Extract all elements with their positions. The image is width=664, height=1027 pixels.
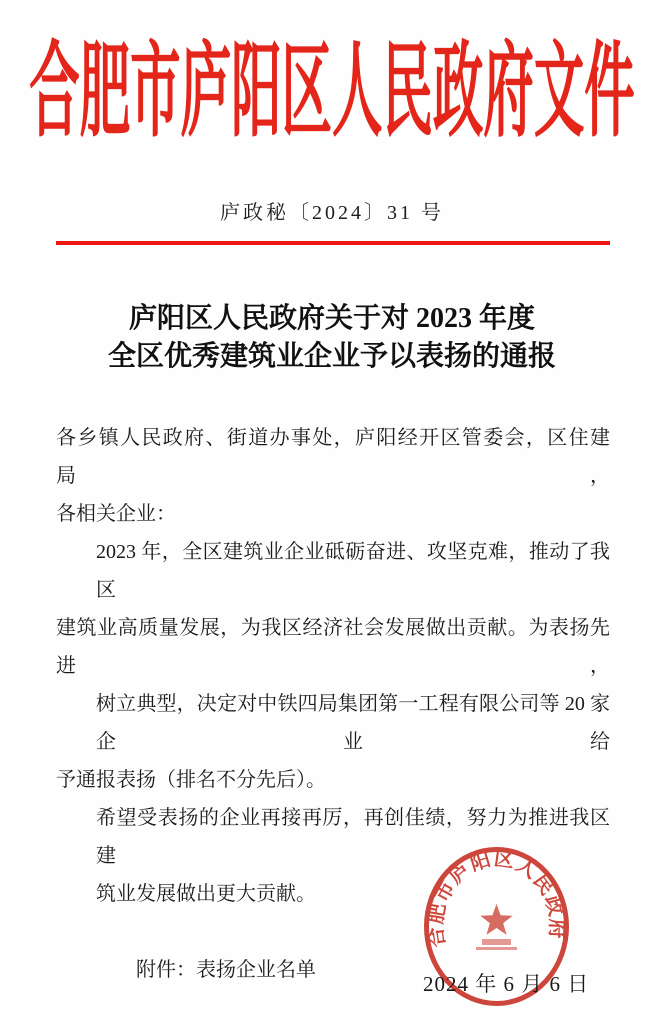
body-line: 筑业发展做出更大贡献。	[96, 883, 316, 905]
document-title	[0, 300, 664, 376]
issuing-authority-title: 合肥市庐阳区人民政府文件	[29, 33, 635, 150]
body-line: 各相关企业：	[56, 503, 176, 525]
body-line: 各乡镇人民政府、街道办事处，庐阳经开区管委会，区住建局，	[56, 427, 610, 487]
body-line: 希望受表扬的企业再接再厉，再创佳绩，努力为推进我区建	[96, 807, 610, 867]
attachment-reference: 附件：表扬企业名单	[136, 959, 316, 981]
body-line: 予通报表扬（排名不分先后）。	[56, 769, 326, 791]
body-line: 树立典型，决定对中铁四局集团第一工程有限公司等 20 家企业给	[96, 693, 610, 753]
body-line: 建筑业高质量发展，为我区经济社会发展做出贡献。为表扬先进，	[56, 617, 610, 677]
red-rule-divider	[56, 241, 610, 245]
seal-ring-text: 合肥市庐阳区人民政府	[424, 847, 568, 949]
document-date: 2024 年 6 月 6 日	[423, 972, 590, 996]
seal-ring-text-holder	[423, 847, 570, 949]
national-emblem-star-icon	[480, 904, 512, 935]
body-line: 2023 年，全区建筑业企业砥砺奋进、攻坚克难，推动了我区	[96, 541, 610, 601]
emblem-base-icon	[476, 939, 517, 950]
document-title-line-1: 庐阳区人民政府关于对 2023 年度	[128, 303, 535, 334]
red-header	[0, 22, 664, 150]
document-number: 庐政秘〔2024〕31 号	[220, 202, 444, 224]
document-title-line-2: 全区优秀建筑业企业予以表扬的通报	[107, 341, 556, 372]
